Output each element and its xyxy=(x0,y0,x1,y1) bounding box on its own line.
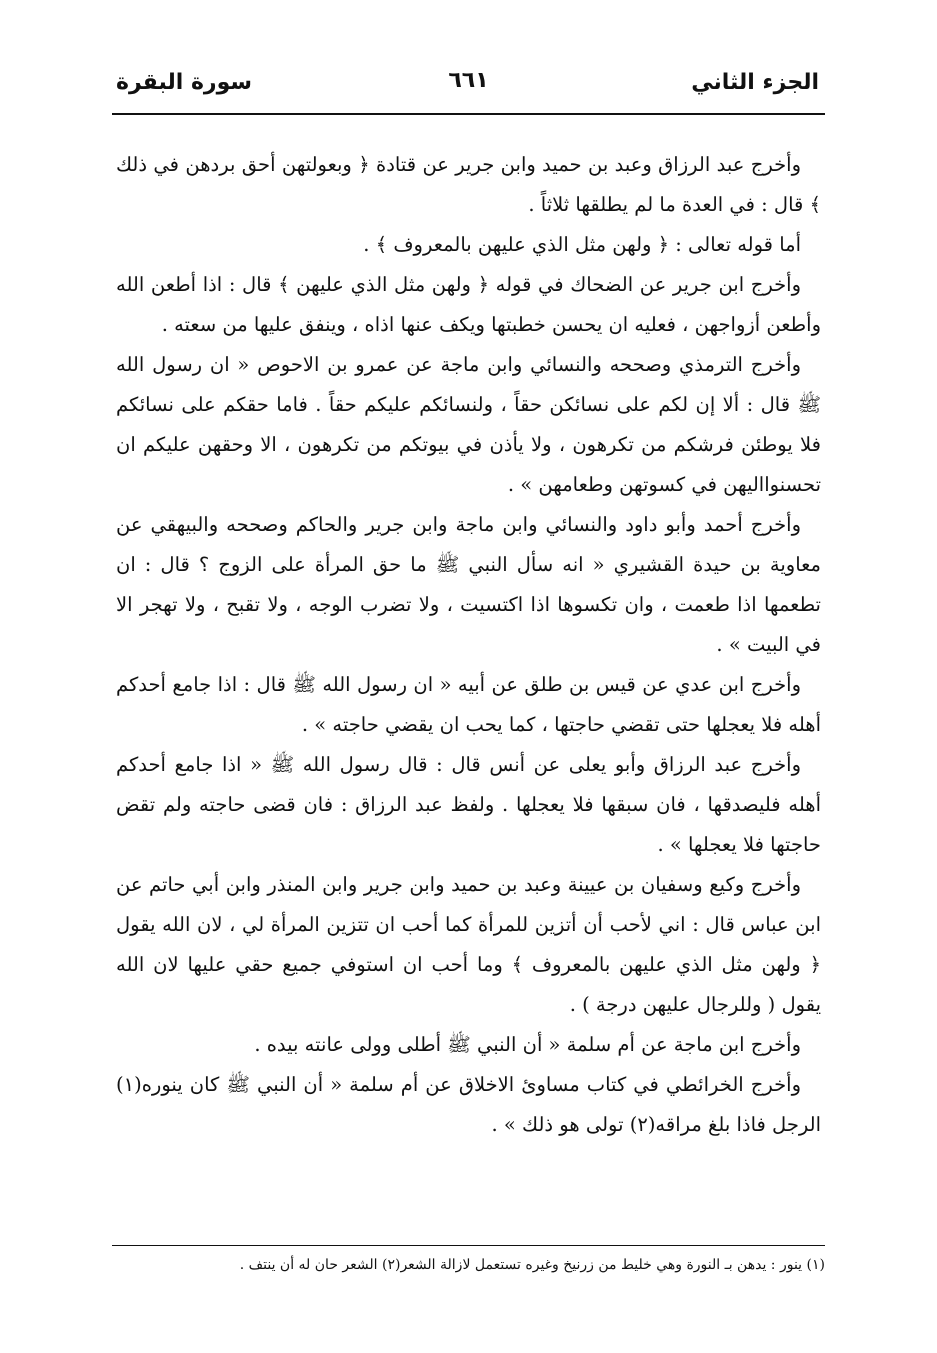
page-body xyxy=(116,145,821,1145)
paragraph: وأخرج الترمذي وصححه والنسائي وابن ماجة عن عمرو بن الاحوص « ان رسول الله ﷺ قال : ألا إن لكم على نسائكن حقاً ، ولنسائكم عليكم حقاً . فاما حقكم على نسائكم فلا يوطئن فرشكم من تكرهون ، ولا يأذن في بيوتكم من تكرهون ، الا وحقهن عليكم ان تحسنوااليهن في كسوتهن وطعامهن » . xyxy=(116,353,822,496)
paragraph: وأخرج ابن ماجة عن أم سلمة « أن النبي ﷺ أطلى وولى عانته بيده . xyxy=(254,1033,801,1056)
footnote: (١) ينور : يدهن بـ النورة وهي خليط من زرنيخ وغيره تستعمل لازالة الشعر(٢) الشعر حان له أن ينتف . xyxy=(239,1257,825,1273)
paragraph: وأخرج وكيع وسفيان بن عيينة وعبد بن حميد وابن جرير وابن المنذر وابن أبي حاتم عن ابن عباس قال : اني لأحب أن أتزين للمرأة كما أحب ان تتزين المرأة لي ، لان الله يقول ﴿ ولهن مثل الذي عليهن بالمعروف ﴾ وما أحب ان استوفي جميع حقي عليها لان الله يقول ( وللرجال عليهن درجة ) . xyxy=(116,873,821,1016)
paragraph: وأخرج الخرائطي في كتاب مساوئ الاخلاق عن أم سلمة « أن النبي ﷺ كان ينوره(١) الرجل فاذا بلغ مراقه(٢) تولى هو ذلك » . xyxy=(116,1073,821,1136)
header-rule xyxy=(112,113,825,115)
paragraph: وأخرج أحمد وأبو داود والنسائي وابن ماجة وابن جرير والحاكم وصححه والبيهقي عن معاوية بن حيدة القشيري « انه سأل النبي ﷺ ما حق المرأة على الزوج ؟ قال : ان تطعمها اذا طعمت ، وان تكسوها اذا اكتسيت ، ولا تضرب الوجه ، ولا تقبح ، ولا تهجر الا في البيت » . xyxy=(116,513,821,656)
paragraph: أما قوله تعالى : ﴿ ولهن مثل الذي عليهن بالمعروف ﴾ . xyxy=(363,233,801,256)
page-header xyxy=(112,60,825,104)
surah-title: سورة البقرة xyxy=(116,70,253,95)
paragraph: وأخرج عبد الرزاق وأبو يعلى عن أنس قال : قال رسول الله ﷺ « اذا جامع أحدكم أهله فليصدقها ، فان سبقها فلا يعجلها . ولفظ عبد الرزاق : فان قضى حاجته ولم تقض حاجتها فلا يعجلها » . xyxy=(116,753,821,856)
footnote-rule xyxy=(112,1245,825,1246)
paragraph: وأخرج ابن عدي عن قيس بن طلق عن أبيه « ان رسول الله ﷺ قال : اذا جامع أحدكم أهله فلا يعجلها حتى تقضي حاجتها ، كما يحب ان يقضي حاجته » . xyxy=(116,673,821,736)
part-title: الجزء الثاني xyxy=(691,70,819,95)
page-number: ٦٦١ xyxy=(448,68,489,93)
paragraph: وأخرج عبد الرزاق وعبد بن حميد وابن جرير عن قتادة ﴿ وبعولتهن أحق بردهن في ذلك ﴾ قال : في العدة ما لم يطلقها ثلاثاً . xyxy=(116,153,821,216)
paragraph: وأخرج ابن جرير عن الضحاك في قوله ﴿ ولهن مثل الذي عليهن ﴾ قال : اذا أطعن الله وأطعن أزواجهن ، فعليه ان يحسن خطبتها ويكف عنها اذاه ، وينفق عليها من سعته . xyxy=(116,273,821,336)
